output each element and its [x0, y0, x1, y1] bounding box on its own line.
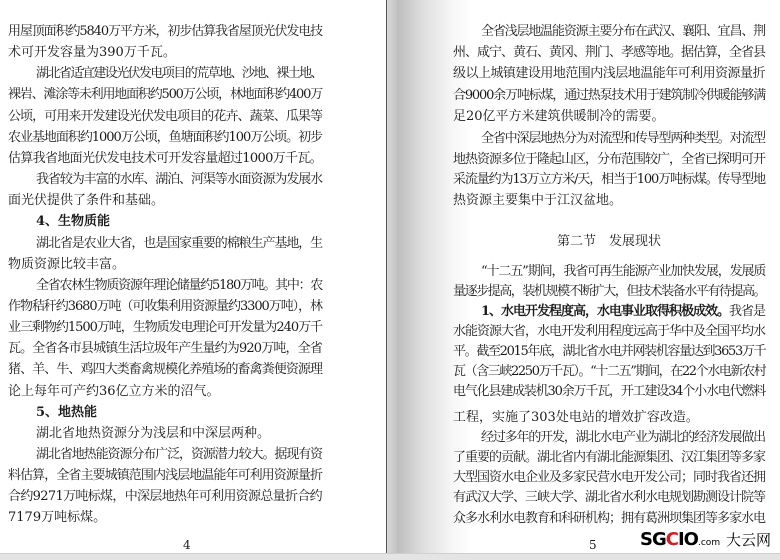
text-line: 全省中深层地热分为对流型和传导型两种类型。对流型: [481, 131, 765, 146]
text-line: 全省农林生物质资源年理论储量约5180万吨。其中：农: [36, 277, 323, 293]
text-line: 采流量约为13万立方米/天，相当于100万吨标煤。传导型地: [453, 172, 765, 187]
text-line: 面光伏提供了条件和基础。: [8, 193, 165, 209]
left-page: [0, 0, 387, 553]
text-line: 作物秸秆约3680万吨（可收集利用资源量约3300万吨），林: [8, 298, 322, 314]
text-line: 级以上城镇建设用地范围内浅层地温能年可利用资源量折: [453, 66, 766, 81]
text-line: 有武汉大学、三峡大学、湖北省水利水电规划勘测设计院等: [453, 490, 766, 505]
text-line: 物质资源比较丰富。: [8, 256, 126, 272]
text-line: 电气化县建成装机30余万千瓦，开工建设34个小水电代燃料: [453, 384, 766, 399]
right-page: [397, 0, 780, 553]
text-line: 瓦。全省各市县城镇生活垃圾年产生量约为920万吨，全省: [8, 341, 322, 357]
text-line: 料估算，全省主要城镇范围内浅层地温能年可利用资源量折: [8, 468, 323, 484]
text-line: 术可开发容量为390万千瓦。: [8, 45, 176, 61]
text-line: 州、咸宁、黄石、黄冈、荆门、孝感等地。据估算，全省县: [453, 45, 766, 60]
text-line: 猪、羊、牛、鸡四大类畜禽规模化养殖场的畜禽粪便资源理: [8, 362, 323, 378]
text-line: 经过多年的开发，湖北水电产业为湖北的经济发展做出: [481, 430, 765, 445]
bottom-edge: [0, 553, 780, 560]
text-line: 湖北省地热能资源分布广泛，资源潜力较大。据现有资: [36, 447, 323, 462]
page-number: 5: [589, 538, 597, 552]
text-line: 了重要的贡献。湖北省内有湖北能源集团、汉江集团等多家: [453, 450, 766, 465]
text-line: 大型国资水电企业及多家民营水电开发公司；同时我省还拥: [453, 470, 766, 485]
text-line: 湖北省地热资源分为浅层和中深层两种。: [36, 425, 271, 441]
section-heading: 5、地热能: [36, 404, 98, 420]
text-line: 合约9271万吨标煤，中深层地热年可利用资源总量折合约: [8, 489, 322, 505]
page-number: 4: [183, 538, 191, 552]
watermark-domain: .com: [698, 538, 721, 548]
watermark-logo: [640, 530, 776, 552]
text-line: 用屋顶面积约5840万平方米，初步估算我省屋顶光伏发电技: [8, 24, 323, 39]
text-line: 量逐步提高，装机规模不断扩大，但技术装备水平有待提高。: [453, 284, 766, 299]
text-line: 7179万吨标煤。: [8, 510, 107, 526]
text-line: 工程，实施了303处电站的增效扩容改造。: [453, 410, 699, 425]
section-heading: 4、生物质能: [36, 214, 111, 230]
text-line: 全省浅层地温能资源主要分布在武汉、襄阳、宜昌、荆: [481, 24, 765, 39]
text-line: “十二五”期间，我省可再生能源产业加快发展，发展质: [481, 264, 766, 279]
text-line: 裸岩、滩涂等未利用地面积约500万公顷，林地面积约400万: [8, 87, 322, 103]
text-line: 足20亿平方米建筑供暖制冷的需要。: [453, 109, 665, 124]
section-heading: 第二节 发展现状: [556, 234, 661, 249]
bold-lead-text: 1、水电开发程度高，水电事业取得积极成效。: [481, 304, 730, 319]
text-line: 众多水利水电教育和科研机构；拥有葛洲坝集团等多家水电: [453, 511, 766, 526]
book-gutter: [387, 0, 397, 553]
watermark-name: 大云网: [726, 531, 772, 549]
text-line: [481, 302, 765, 322]
line-text: 我省是: [729, 304, 766, 319]
text-line: 估算我省地面光伏发电技术可开发容量超过1000万千瓦。: [8, 150, 322, 166]
text-line: 我省较为丰富的水库、湖泊、河渠等水面资源为发展水: [36, 172, 323, 188]
text-line: 地热资源多位于隆起山区，分布范围较广，全省已探明可开: [453, 152, 766, 167]
text-line: 水能资源大省，水电开发利用程度远高于华中及全国平均水: [453, 324, 766, 339]
text-line: 论上每年可产约36亿立方米的沼气。: [8, 383, 220, 399]
text-line: 湖北省适宜建设光伏发电项目的荒草地、沙地、裸土地、: [36, 66, 323, 82]
text-line: 公顷，可用来开发建设光伏发电项目的花卉、蔬菜、瓜果等: [8, 108, 323, 124]
watermark-sgcio: SGCIO: [640, 529, 698, 550]
text-line: 合9000余万吨标煤，通过热泵技术用于建筑制冷供暖能够满: [453, 88, 766, 103]
text-line: 农业基地面积约1000万公顷，鱼塘面积约100万公顷。初步: [8, 129, 323, 145]
text-line: 湖北省是农业大省，也是国家重要的棉粮生产基地，生: [36, 235, 323, 251]
text-line: 瓦（含三峡2250万千瓦）。“十二五”期间，在22个水电新农村: [453, 364, 766, 379]
text-line: 平。截至2015年底，湖北省水电并网装机容量达到3653万千: [453, 344, 766, 359]
text-line: 业三剩物约1500万吨，生物质发电理论可开发量为240万千: [8, 320, 323, 336]
text-line: 热资源主要集中于江汉盆地。: [453, 193, 623, 208]
